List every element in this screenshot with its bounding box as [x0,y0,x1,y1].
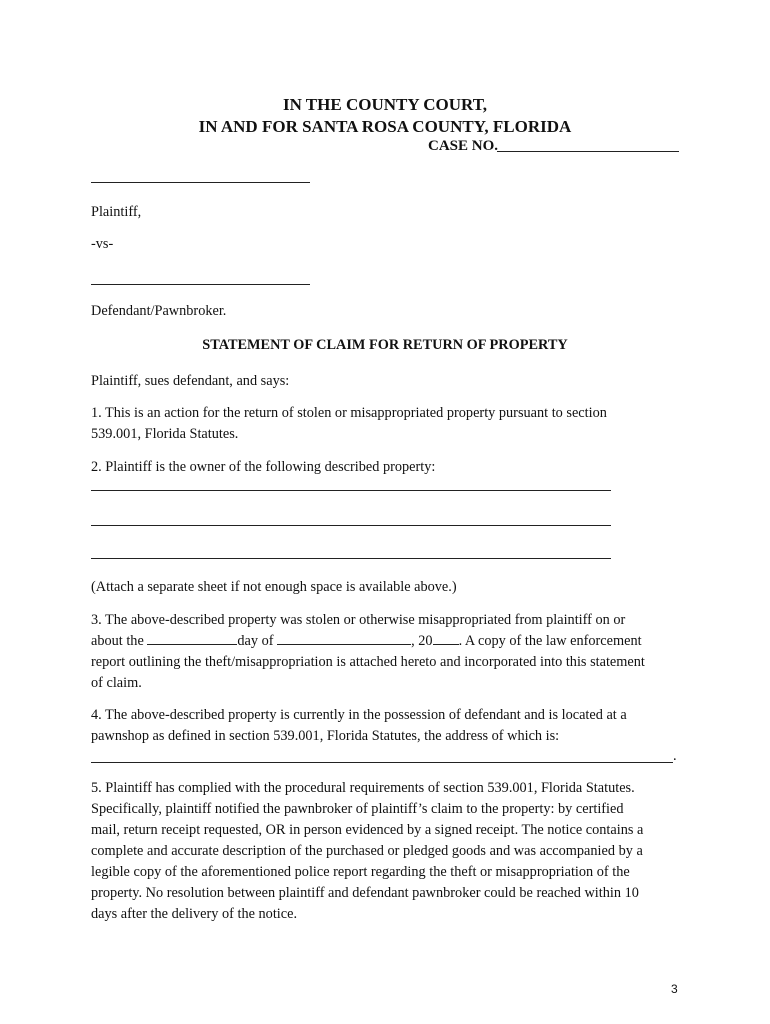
attach-note: (Attach a separate sheet if not enough space is available above.) [91,579,457,595]
paragraph-4-line: pawnshop as defined in section 539.001, Florida Statutes, the address of which is: [91,728,560,744]
paragraph-1 [91,403,691,445]
case-number-field[interactable] [497,151,679,152]
day-field[interactable] [147,632,237,645]
paragraph-2: 2. Plaintiff is the owner of the following described property: [91,459,436,475]
year-field[interactable] [433,632,459,645]
paragraph-4-line: 4. The above-described property is currently in the possession of defendant and is located at a [91,707,627,723]
page-number: 3 [671,982,678,996]
address-period: . [673,748,677,764]
paragraph-5-line: mail, return receipt requested, OR in person evidenced by a signed receipt. The notice contains a [91,822,644,838]
paragraph-3 [91,610,691,694]
defendant-label: Defendant/Pawnbroker. [91,303,227,319]
paragraph-3-line: 3. The above-described property was stolen or otherwise misappropriated from plaintiff on or [91,612,626,628]
paragraph-5-line: Specifically, plaintiff notified the pawnbroker of plaintiff’s claim to the property: by certified [91,801,624,817]
property-description-field-3[interactable] [91,558,611,559]
plaintiff-label: Plaintiff, [91,204,142,220]
paragraph-5-line: 5. Plaintiff has complied with the procedural requirements of section 539.001, Florida Statutes. [91,780,635,796]
document-title: STATEMENT OF CLAIM FOR RETURN OF PROPERTY [202,337,568,353]
pawnshop-address-field[interactable] [91,762,673,763]
paragraph-5-line: property. No resolution between plaintiff and defendant pawnbroker could be reached within 10 [91,885,639,901]
about-the-label: about the [91,633,144,649]
paragraph-5-line: legible copy of the aforementioned police report regarding the theft or misappropriation of the [91,864,630,880]
intro-text: Plaintiff, sues defendant, and says: [91,373,290,389]
plaintiff-name-field[interactable] [91,182,310,183]
paragraph-5-line: complete and accurate description of the purchased or pledged goods and was accompanied by a [91,843,643,859]
paragraph-3-date-line [91,631,691,652]
paragraph-3-line: report outlining the theft/misappropriation is attached hereto and incorporated into this statement [91,654,645,670]
property-description-field-2[interactable] [91,525,611,526]
law-enforcement-text: . A copy of the law enforcement [458,633,642,649]
property-description-field-1[interactable] [91,490,611,491]
month-field[interactable] [277,632,411,645]
defendant-name-field[interactable] [91,284,310,285]
paragraph-5-line: days after the delivery of the notice. [91,906,298,922]
paragraph-1-line: 539.001, Florida Statutes. [91,426,239,442]
paragraph-3-line: of claim. [91,675,142,691]
paragraph-1-line: 1. This is an action for the return of stolen or misappropriated property pursuant to section [91,405,607,421]
year-prefix-label: , 20 [411,633,433,649]
paragraph-4 [91,705,691,747]
court-caption-line1: IN THE COUNTY COURT, [282,95,488,114]
versus-label: -vs- [91,236,114,252]
court-caption-line2: IN AND FOR SANTA ROSA COUNTY, FLORIDA [198,117,572,136]
paragraph-5 [91,778,691,925]
day-of-label: day of [237,633,274,649]
case-number-label: CASE NO. [428,138,499,154]
